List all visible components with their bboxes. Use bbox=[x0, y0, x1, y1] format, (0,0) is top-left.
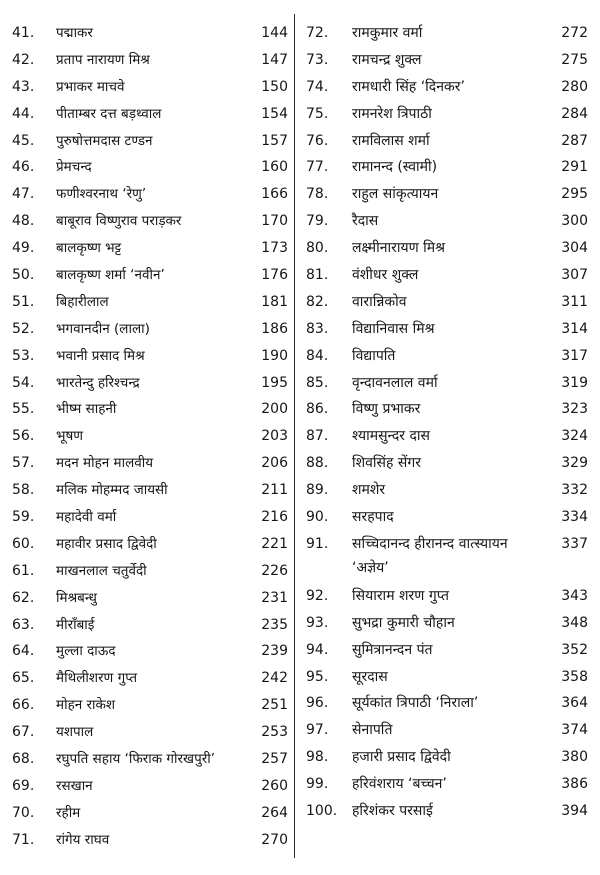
entry-author-name: बिहारीलाल bbox=[56, 293, 109, 310]
entry-author-name: माखनलाल चतुर्वेदी bbox=[56, 562, 147, 579]
entry-author-name: वृन्दावनलाल वर्मा bbox=[352, 374, 438, 391]
entry-page-number: 176 bbox=[261, 267, 288, 284]
toc-entry bbox=[306, 477, 588, 504]
entry-number: 65. bbox=[12, 670, 35, 687]
entry-author-name: विद्यानिवास मिश्र bbox=[352, 320, 435, 337]
entry-page-number: 186 bbox=[261, 320, 288, 337]
entry-page-number: 260 bbox=[261, 777, 288, 794]
entry-page-number: 150 bbox=[261, 78, 288, 95]
toc-entry bbox=[306, 744, 588, 771]
entry-page-number: 190 bbox=[261, 347, 288, 364]
entry-number: 78. bbox=[306, 186, 329, 203]
toc-entry bbox=[12, 370, 288, 397]
entry-author-name: रैदास bbox=[352, 213, 379, 230]
toc-entry bbox=[306, 610, 588, 637]
entry-author-name: फणीश्वरनाथ ‘रेणु’ bbox=[56, 186, 147, 203]
column-divider bbox=[294, 14, 295, 858]
toc-entry bbox=[12, 450, 288, 477]
entry-author-name: वंशीधर शुक्ल bbox=[352, 267, 419, 284]
toc-entry bbox=[306, 20, 588, 47]
entry-author-name: मदन मोहन मालवीय bbox=[56, 455, 154, 472]
entry-number: 76. bbox=[306, 132, 329, 149]
entry-number: 83. bbox=[306, 320, 329, 337]
toc-left-column bbox=[12, 20, 288, 854]
entry-author-name: शमशेर bbox=[352, 482, 386, 499]
entry-author-name: महादेवी वर्मा bbox=[56, 509, 117, 526]
entry-page-number: 374 bbox=[561, 722, 588, 739]
toc-entry bbox=[306, 690, 588, 717]
toc-entry bbox=[12, 208, 288, 235]
entry-number: 59. bbox=[12, 509, 35, 526]
entry-number: 60. bbox=[12, 535, 35, 552]
toc-entry bbox=[306, 583, 588, 610]
entry-page-number: 154 bbox=[261, 105, 288, 122]
entry-number: 52. bbox=[12, 320, 35, 337]
entry-page-number: 394 bbox=[561, 803, 588, 820]
entry-page-number: 216 bbox=[261, 509, 288, 526]
toc-entry bbox=[12, 101, 288, 128]
toc-entry bbox=[306, 289, 588, 316]
toc-entry bbox=[306, 208, 588, 235]
entry-page-number: 226 bbox=[261, 562, 288, 579]
toc-entry bbox=[306, 450, 588, 477]
entry-page-number: 221 bbox=[261, 535, 288, 552]
entry-page-number: 295 bbox=[561, 186, 588, 203]
toc-entry bbox=[306, 504, 588, 531]
toc-entry bbox=[12, 396, 288, 423]
entry-number: 72. bbox=[306, 25, 329, 41]
entry-number: 77. bbox=[306, 159, 329, 176]
entry-number: 62. bbox=[12, 589, 35, 606]
entry-page-number: 311 bbox=[561, 293, 588, 310]
toc-entry bbox=[306, 235, 588, 262]
entry-number: 45. bbox=[12, 132, 35, 149]
entry-number: 97. bbox=[306, 722, 329, 739]
entry-page-number: 334 bbox=[561, 509, 588, 526]
entry-author-name: यशपाल bbox=[56, 724, 94, 741]
entry-number: 87. bbox=[306, 428, 329, 445]
entry-author-name: मोहन राकेश bbox=[56, 697, 116, 714]
entry-author-name: प्रेमचन्द bbox=[56, 159, 92, 176]
toc-entry bbox=[12, 477, 288, 504]
toc-entry bbox=[306, 343, 588, 370]
toc-entry bbox=[12, 47, 288, 74]
entry-page-number: 358 bbox=[561, 668, 588, 685]
toc-entry bbox=[306, 181, 588, 208]
entry-number: 42. bbox=[12, 51, 35, 68]
entry-page-number: 272 bbox=[561, 25, 588, 41]
entry-page-number: 166 bbox=[261, 186, 288, 203]
entry-number: 88. bbox=[306, 455, 329, 472]
entry-author-name: रामानन्द (स्वामी) bbox=[352, 159, 438, 176]
entry-number: 67. bbox=[12, 724, 35, 741]
entry-number: 99. bbox=[306, 776, 329, 793]
entry-page-number: 314 bbox=[561, 320, 588, 337]
entry-page-number: 200 bbox=[261, 401, 288, 418]
entry-author-name: बालकृष्ण शर्मा ‘नवीन’ bbox=[56, 267, 165, 284]
entry-author-name: विष्णु प्रभाकर bbox=[352, 401, 421, 418]
entry-number: 71. bbox=[12, 831, 35, 848]
toc-entry bbox=[306, 316, 588, 343]
toc-entry bbox=[12, 800, 288, 827]
entry-author-name: श्यामसुन्दर दास bbox=[352, 428, 430, 445]
entry-page-number: 300 bbox=[561, 213, 588, 230]
entry-page-number: 242 bbox=[261, 670, 288, 687]
entry-page-number: 206 bbox=[261, 455, 288, 472]
entry-page-number: 264 bbox=[261, 804, 288, 821]
entry-page-number: 195 bbox=[261, 374, 288, 391]
entry-number: 68. bbox=[12, 751, 35, 768]
toc-entry bbox=[306, 370, 588, 397]
toc-entry bbox=[12, 612, 288, 639]
toc-entry bbox=[12, 746, 288, 773]
entry-number: 66. bbox=[12, 697, 35, 714]
entry-author-name: प्रताप नारायण मिश्र bbox=[56, 51, 150, 68]
entry-author-name: मुल्ला दाऊद bbox=[56, 643, 116, 660]
entry-page-number: 157 bbox=[261, 132, 288, 149]
entry-number: 51. bbox=[12, 293, 35, 310]
entry-number: 91. bbox=[306, 535, 329, 552]
toc-right-column bbox=[306, 20, 588, 825]
toc-entry bbox=[12, 20, 288, 47]
toc-entry bbox=[306, 637, 588, 664]
toc-entry bbox=[12, 74, 288, 101]
entry-page-number: 317 bbox=[561, 347, 588, 364]
entry-number: 94. bbox=[306, 641, 329, 658]
toc-entry bbox=[12, 423, 288, 450]
entry-number: 79. bbox=[306, 213, 329, 230]
entry-number: 50. bbox=[12, 267, 35, 284]
entry-page-number: 253 bbox=[261, 724, 288, 741]
toc-entry bbox=[306, 423, 588, 450]
entry-page-number: 287 bbox=[561, 132, 588, 149]
entry-author-name: पद्माकर bbox=[56, 25, 93, 41]
entry-page-number: 380 bbox=[561, 749, 588, 766]
entry-page-number: 239 bbox=[261, 643, 288, 660]
entry-number: 98. bbox=[306, 749, 329, 766]
entry-number: 73. bbox=[306, 51, 329, 68]
entry-page-number: 147 bbox=[261, 51, 288, 68]
entry-author-name: रामकुमार वर्मा bbox=[352, 25, 423, 41]
entry-number: 84. bbox=[306, 347, 329, 364]
entry-author-name: हजारी प्रसाद द्विवेदी bbox=[352, 749, 451, 766]
entry-number: 61. bbox=[12, 562, 35, 579]
entry-number: 74. bbox=[306, 78, 329, 95]
entry-author-name: महावीर प्रसाद द्विवेदी bbox=[56, 535, 157, 552]
entry-number: 95. bbox=[306, 668, 329, 685]
toc-entry bbox=[306, 128, 588, 155]
entry-number: 47. bbox=[12, 186, 35, 203]
entry-author-name: वारान्निकोव bbox=[352, 293, 407, 310]
entry-number: 85. bbox=[306, 374, 329, 391]
entry-author-name: हरिवंशराय ‘बच्चन’ bbox=[352, 776, 447, 793]
entry-author-name: रांगेय राघव bbox=[56, 831, 110, 848]
entry-number: 63. bbox=[12, 616, 35, 633]
entry-author-name: रसखान bbox=[56, 777, 93, 794]
toc-entry bbox=[12, 154, 288, 181]
entry-page-number: 173 bbox=[261, 240, 288, 257]
toc-entry bbox=[12, 827, 288, 854]
entry-author-name: रघुपति सहाय ‘फिराक गोरखपुरी’ bbox=[56, 751, 216, 768]
entry-number: 64. bbox=[12, 643, 35, 660]
entry-number: 89. bbox=[306, 482, 329, 499]
entry-number: 80. bbox=[306, 240, 329, 257]
entry-author-name: प्रभाकर माचवे bbox=[56, 78, 125, 95]
toc-entry bbox=[12, 638, 288, 665]
toc-entry bbox=[306, 262, 588, 289]
entry-page-number: 270 bbox=[261, 831, 288, 848]
entry-author-name: सेनापति bbox=[352, 722, 393, 739]
entry-number: 58. bbox=[12, 482, 35, 499]
entry-author-name: विद्यापति bbox=[352, 347, 396, 364]
entry-page-number: 324 bbox=[561, 428, 588, 445]
toc-entry bbox=[12, 235, 288, 262]
entry-page-number: 329 bbox=[561, 455, 588, 472]
entry-number: 49. bbox=[12, 240, 35, 257]
entry-author-name: भूषण bbox=[56, 428, 84, 445]
entry-author-name: शिवसिंह सेंगर bbox=[352, 455, 421, 472]
toc-entry bbox=[12, 181, 288, 208]
toc-entry bbox=[306, 154, 588, 181]
toc-entry bbox=[12, 585, 288, 612]
entry-page-number: 307 bbox=[561, 267, 588, 284]
entry-number: 93. bbox=[306, 614, 329, 631]
entry-page-number: 348 bbox=[561, 614, 588, 631]
entry-author-name: हरिशंकर परसाई bbox=[352, 803, 433, 820]
entry-page-number: 251 bbox=[261, 697, 288, 714]
entry-author-name: बालकृष्ण भट्ट bbox=[56, 240, 122, 257]
toc-entry bbox=[12, 665, 288, 692]
entry-author-name: पुरुषोत्तमदास टण्डन bbox=[56, 132, 153, 149]
entry-page-number: 386 bbox=[561, 776, 588, 793]
entry-author-name: सच्चिदानन्द हीरानन्द वात्स्यायन ‘अज्ञेय’ bbox=[352, 535, 508, 576]
toc-entry bbox=[12, 692, 288, 719]
entry-number: 82. bbox=[306, 293, 329, 310]
toc-entry bbox=[306, 717, 588, 744]
entry-page-number: 337 bbox=[561, 535, 588, 552]
entry-number: 44. bbox=[12, 105, 35, 122]
toc-entry bbox=[306, 101, 588, 128]
entry-number: 96. bbox=[306, 695, 329, 712]
entry-author-name: बाबूराव विष्णुराव पराड़कर bbox=[56, 213, 182, 230]
toc-entry bbox=[12, 316, 288, 343]
entry-author-name: रामनरेश त्रिपाठी bbox=[352, 105, 432, 122]
entry-page-number: 211 bbox=[261, 482, 288, 499]
toc-entry bbox=[12, 262, 288, 289]
entry-number: 41. bbox=[12, 25, 35, 41]
entry-page-number: 332 bbox=[561, 482, 588, 499]
entry-author-name: रहीम bbox=[56, 804, 81, 821]
toc-entry bbox=[306, 664, 588, 691]
entry-author-name: सरहपाद bbox=[352, 509, 394, 526]
toc-entry bbox=[306, 396, 588, 423]
entry-author-name: सूर्यकांत त्रिपाठी ‘निराला’ bbox=[352, 695, 479, 712]
entry-number: 53. bbox=[12, 347, 35, 364]
toc-entry bbox=[12, 504, 288, 531]
toc-entry bbox=[12, 343, 288, 370]
entry-author-name: सूरदास bbox=[352, 668, 388, 685]
entry-number: 81. bbox=[306, 267, 329, 284]
entry-page-number: 352 bbox=[561, 641, 588, 658]
toc-entry bbox=[306, 47, 588, 74]
entry-author-name: सियाराम शरण गुप्त bbox=[352, 587, 450, 604]
toc-entry bbox=[306, 771, 588, 798]
entry-number: 57. bbox=[12, 455, 35, 472]
entry-author-name: भीष्म साहनी bbox=[56, 401, 117, 418]
entry-author-name: राहुल सांकृत्यायन bbox=[352, 186, 439, 203]
entry-author-name: भगवानदीन (लाला) bbox=[56, 320, 150, 337]
entry-author-name: मिश्रबन्धु bbox=[56, 589, 97, 606]
entry-number: 43. bbox=[12, 78, 35, 95]
entry-page-number: 284 bbox=[561, 105, 588, 122]
entry-page-number: 364 bbox=[561, 695, 588, 712]
entry-author-name: मलिक मोहम्मद जायसी bbox=[56, 482, 168, 499]
entry-author-name: रामविलास शर्मा bbox=[352, 132, 430, 149]
entry-page-number: 203 bbox=[261, 428, 288, 445]
entry-number: 92. bbox=[306, 587, 329, 604]
entry-number: 100. bbox=[306, 803, 338, 820]
entry-page-number: 257 bbox=[261, 751, 288, 768]
toc-entry bbox=[12, 773, 288, 800]
toc-entry bbox=[12, 128, 288, 155]
entry-page-number: 235 bbox=[261, 616, 288, 633]
entry-page-number: 275 bbox=[561, 51, 588, 68]
entry-page-number: 323 bbox=[561, 401, 588, 418]
toc-entry bbox=[12, 558, 288, 585]
entry-page-number: 319 bbox=[561, 374, 588, 391]
entry-author-name: सुभद्रा कुमारी चौहान bbox=[352, 614, 455, 631]
entry-author-name: भवानी प्रसाद मिश्र bbox=[56, 347, 145, 364]
entry-author-name: मीराँबाई bbox=[56, 616, 95, 633]
entry-page-number: 170 bbox=[261, 213, 288, 230]
toc-entry bbox=[12, 719, 288, 746]
entry-page-number: 304 bbox=[561, 240, 588, 257]
toc-entry bbox=[306, 531, 588, 583]
entry-page-number: 160 bbox=[261, 159, 288, 176]
toc-entry bbox=[306, 74, 588, 101]
entry-number: 48. bbox=[12, 213, 35, 230]
entry-author-name: भारतेन्दु हरिश्चन्द्र bbox=[56, 374, 140, 391]
entry-author-name: पीताम्बर दत्त बड़थ्वाल bbox=[56, 105, 162, 122]
entry-author-name: लक्ष्मीनारायण मिश्र bbox=[352, 240, 446, 257]
entry-number: 56. bbox=[12, 428, 35, 445]
entry-number: 54. bbox=[12, 374, 35, 391]
entry-page-number: 280 bbox=[561, 78, 588, 95]
entry-author-name: रामचन्द्र शुक्ल bbox=[352, 51, 422, 68]
entry-number: 90. bbox=[306, 509, 329, 526]
toc-entry bbox=[306, 798, 588, 825]
entry-author-name: रामधारी सिंह ‘दिनकर’ bbox=[352, 78, 465, 95]
entry-page-number: 291 bbox=[561, 159, 588, 176]
toc-entry bbox=[12, 531, 288, 558]
entry-page-number: 181 bbox=[261, 293, 288, 310]
entry-number: 70. bbox=[12, 804, 35, 821]
entry-page-number: 343 bbox=[561, 587, 588, 604]
toc-entry bbox=[12, 289, 288, 316]
entry-author-name: मैथिलीशरण गुप्त bbox=[56, 670, 138, 687]
entry-page-number: 144 bbox=[261, 25, 288, 41]
entry-number: 46. bbox=[12, 159, 35, 176]
entry-page-number: 231 bbox=[261, 589, 288, 606]
entry-author-name: सुमित्रानन्दन पंत bbox=[352, 641, 433, 658]
entry-number: 55. bbox=[12, 401, 35, 418]
entry-number: 75. bbox=[306, 105, 329, 122]
entry-number: 86. bbox=[306, 401, 329, 418]
entry-number: 69. bbox=[12, 777, 35, 794]
